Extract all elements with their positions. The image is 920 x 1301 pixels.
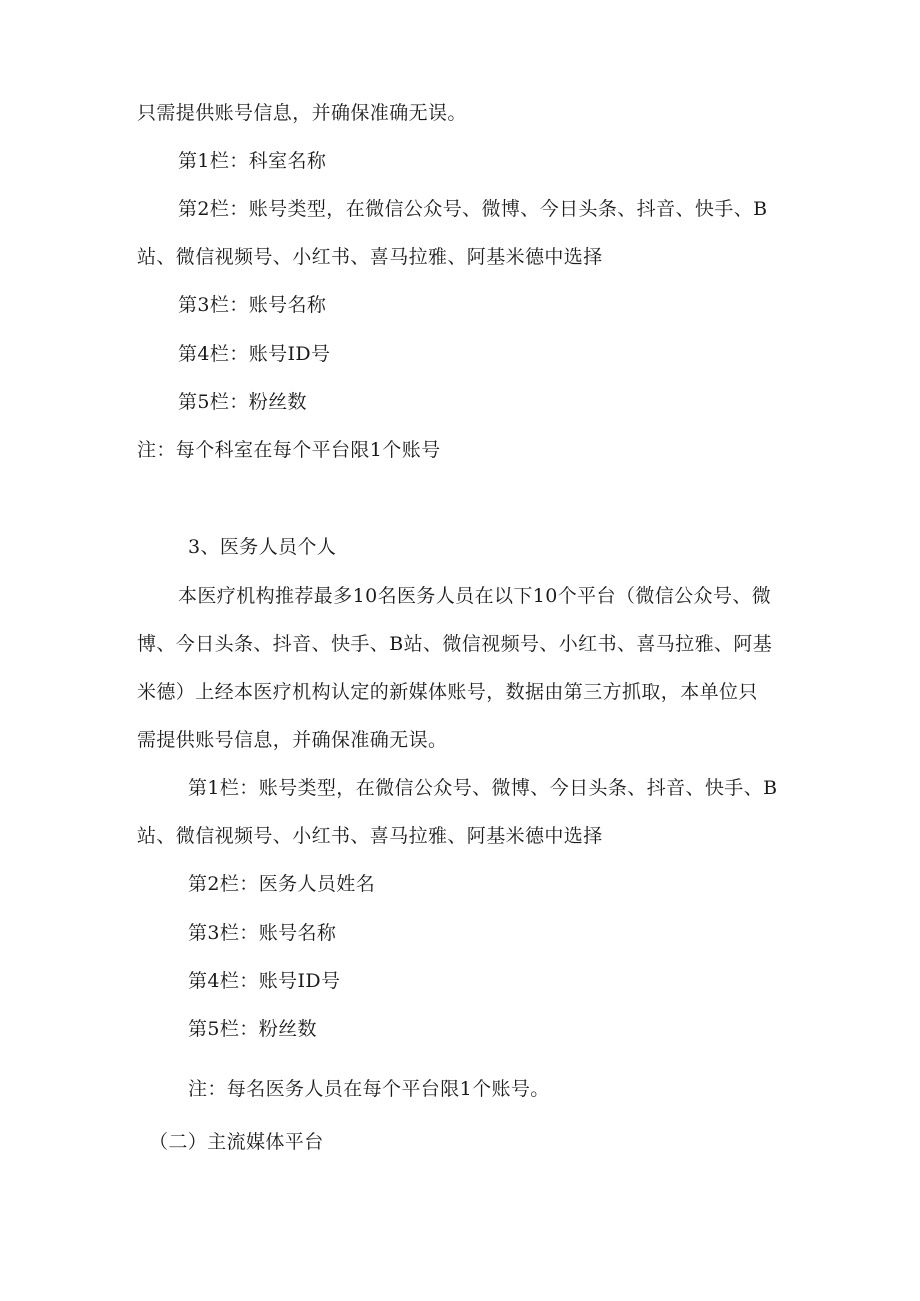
column-item-dept-5: 第5栏：粉丝数 [178, 391, 307, 413]
column-item-staff-1-cont: 站、微信视频号、小红书、喜马拉雅、阿基米德中选择 [137, 825, 603, 847]
paragraph-line: 本医疗机构推荐最多10名医务人员在以下10个平台（微信公众号、微 [178, 585, 772, 607]
column-item-dept-1: 第1栏：科室名称 [178, 150, 327, 172]
paragraph-line: 米德）上经本医疗机构认定的新媒体账号，数据由第三方抓取，本单位只 [137, 681, 758, 703]
column-item-staff-3: 第3栏：账号名称 [188, 922, 337, 944]
column-item-staff-2: 第2栏：医务人员姓名 [188, 873, 376, 895]
column-item-staff-5: 第5栏：粉丝数 [188, 1018, 317, 1040]
column-item-dept-2-cont: 站、微信视频号、小红书、喜马拉雅、阿基米德中选择 [137, 246, 603, 268]
column-item-staff-1: 第1栏：账号类型，在微信公众号、微博、今日头条、抖音、快手、B [188, 777, 778, 799]
note-dept: 注：每个科室在每个平台限1个账号 [137, 439, 441, 461]
paragraph-line: 需提供账号信息，并确保准确无误。 [137, 729, 448, 751]
note-staff: 注：每名医务人员在每个平台限1个账号。 [188, 1078, 550, 1100]
section-heading-3: 3、医务人员个人 [188, 536, 337, 558]
paragraph-line: 只需提供账号信息，并确保准确无误。 [137, 102, 467, 124]
column-item-dept-4: 第4栏：账号ID号 [178, 343, 331, 365]
section-heading-2: （二）主流媒体平台 [149, 1131, 324, 1153]
column-item-staff-4: 第4栏：账号ID号 [188, 970, 341, 992]
column-item-dept-2: 第2栏：账号类型，在微信公众号、微博、今日头条、抖音、快手、B [178, 198, 768, 220]
paragraph-line: 博、今日头条、抖音、快手、B站、微信视频号、小红书、喜马拉雅、阿基 [137, 633, 773, 655]
column-item-dept-3: 第3栏：账号名称 [178, 294, 327, 316]
